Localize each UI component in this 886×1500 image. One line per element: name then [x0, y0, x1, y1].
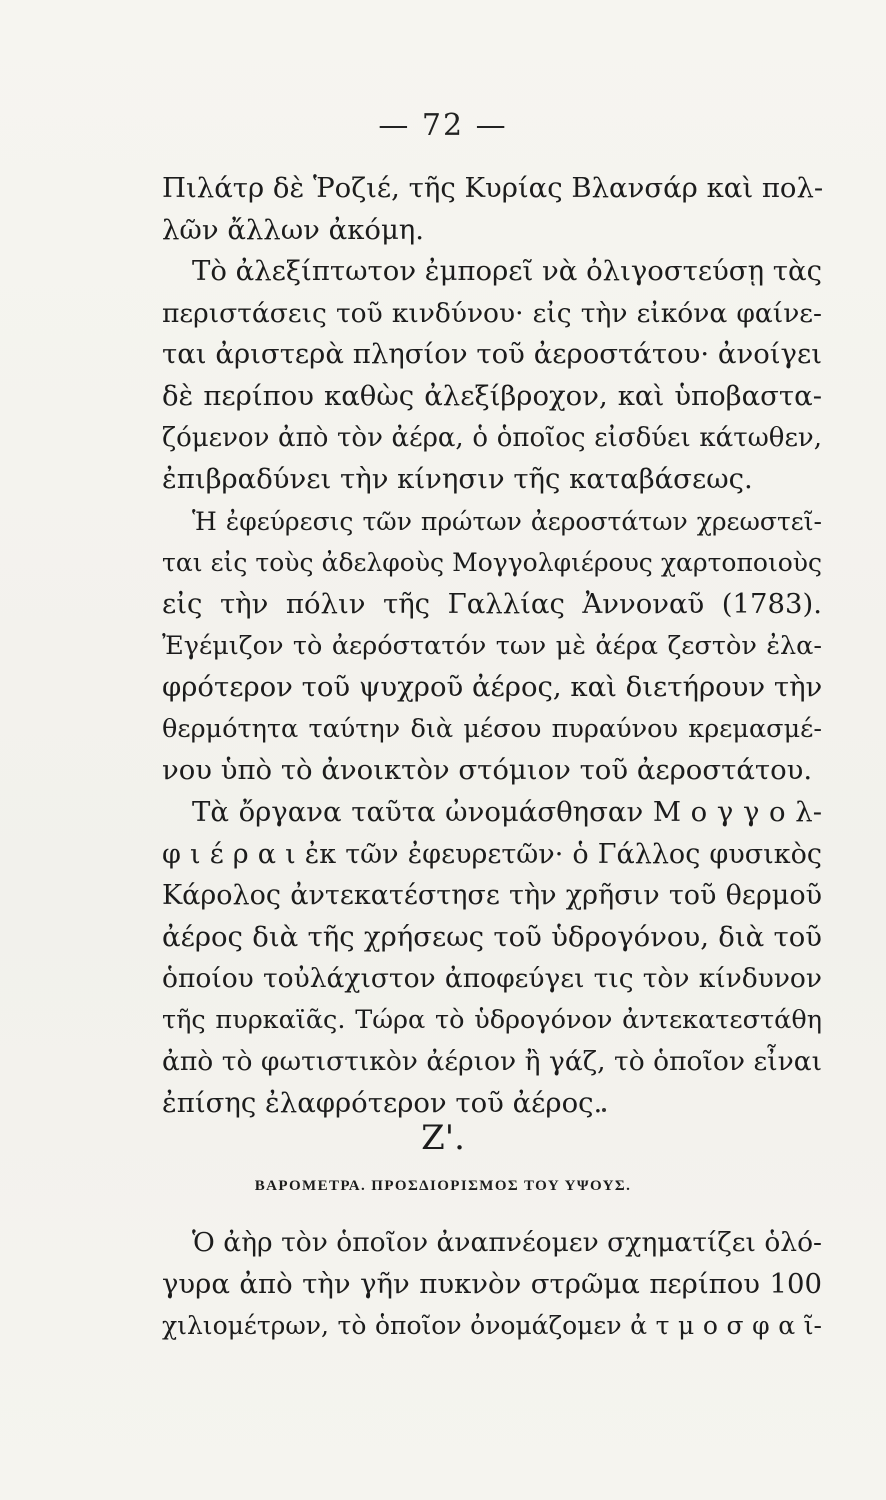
text-line: εἰς τὴν πόλιν τῆς Γαλλίας Ἀννοναῦ (1783). — [162, 587, 822, 620]
text-line: Κάρολος ἀντεκατέστησε τὴν χρῆσιν τοῦ θερμοῦ — [162, 880, 822, 912]
text-line: Ὁ ἀὴρ τὸν ὁποῖον ἀναπνέομεν σχηματίζει ὁλό- — [192, 1227, 822, 1258]
text-line: ται εἰς τοὺς ἀδελφοὺς Μογγολφιέρους χαρτοποιοὺς — [162, 548, 822, 578]
text-line: Τὸ ἀλεξίπτωτον ἐμπορεῖ νὰ ὀλιγοστεύσῃ τὰς — [192, 255, 822, 288]
text-line: Πιλάτρ δὲ Ῥοζιέ, τῆς Κυρίας Βλανσάρ καὶ πολ- — [162, 172, 824, 204]
text-line: Ἐγέμιζον τὸ ἀερόστατόν των μὲ ἀέρα ζεστὸν ἐλα- — [162, 630, 822, 661]
text-line: φρότερον τοῦ ψυχροῦ ἀέρος, καὶ διετήρουν τὴν — [162, 671, 823, 704]
text-line: λῶν ἄλλων ἀκόμη. — [162, 213, 425, 246]
text-line: γυρα ἀπὸ τὴν γῆν πυκνὸν στρῶμα περίπου 100 — [162, 1267, 822, 1300]
text-line: τῆς πυρκαϊᾶς. Τώρα τὸ ὑδρογόνον ἀντεκατεστάθη — [162, 1004, 822, 1035]
text-line: Ἡ ἐφεύρεσις τῶν πρώτων ἀεροστάτων χρεωστεῖ- — [192, 506, 822, 536]
text-line: ὁποίου τοὐλάχιστον ἀποφεύγει τις τὸν κίνδυνον — [162, 963, 822, 995]
text-line: ἀέρος διὰ τῆς χρήσεως τοῦ ὑδρογόνου, διὰ τοῦ — [162, 920, 822, 953]
body-text-top — [162, 168, 822, 1125]
text-line: θερμότητα ταύτην διὰ μέσου πυραύνου κρεμασμέ- — [162, 713, 822, 744]
page-number: — 72 — — [378, 108, 508, 143]
text-line: ζόμενον ἀπὸ τὸν ἀέρα, ὁ ὁποῖος εἰσδύει κάτωθεν, — [162, 422, 822, 453]
text-line: δὲ περίπου καθὼς ἀλεξίβροχον, καὶ ὑποβαστα- — [162, 379, 822, 412]
ink-speck — [602, 1108, 606, 1112]
text-line: νου ὑπὸ τὸ ἀνοικτὸν στόμιον τοῦ ἀεροστάτου. — [162, 754, 813, 787]
text-line: ἐπίσης ἐλαφρότερον τοῦ ἀέρος. — [162, 1087, 603, 1120]
text-line: φ ι έ ρ α ι ἐκ τῶν ἐφευρετῶν· ὁ Γάλλος φυσικὸς — [162, 838, 822, 870]
text-line: ἐπιβραδύνει τὴν κίνησιν τῆς καταβάσεως. — [162, 463, 753, 496]
section-heading: ΒΑΡΟΜΕΤΡΑ. ΠΡΟΣΔΙΟΡΙΣΜΟΣ ΤΟΥ ΥΨΟΥΣ. — [254, 1178, 632, 1194]
text-line: χιλιομέτρων, τὸ ὁποῖον ὀνομάζομεν ἀ τ μ ο σ φ α ῖ- — [162, 1311, 822, 1341]
text-line: ται ἀριστερὰ πλησίον τοῦ ἀεροστάτου· ἀνοίγει — [162, 338, 822, 371]
section-number: Ζ'. — [421, 1118, 465, 1158]
text-line: Τὰ ὄργανα ταῦτα ὠνομάσθησαν Μ ο γ γ ο λ- — [192, 795, 822, 828]
body-text-bottom — [162, 1222, 822, 1347]
text-line: περιστάσεις τοῦ κινδύνου· εἰς τὴν εἰκόνα φαίνε- — [162, 297, 822, 329]
text-line: ἀπὸ τὸ φωτιστικὸν ἀέριον ἢ γάζ, τὸ ὁποῖον εἶναι — [162, 1046, 822, 1078]
